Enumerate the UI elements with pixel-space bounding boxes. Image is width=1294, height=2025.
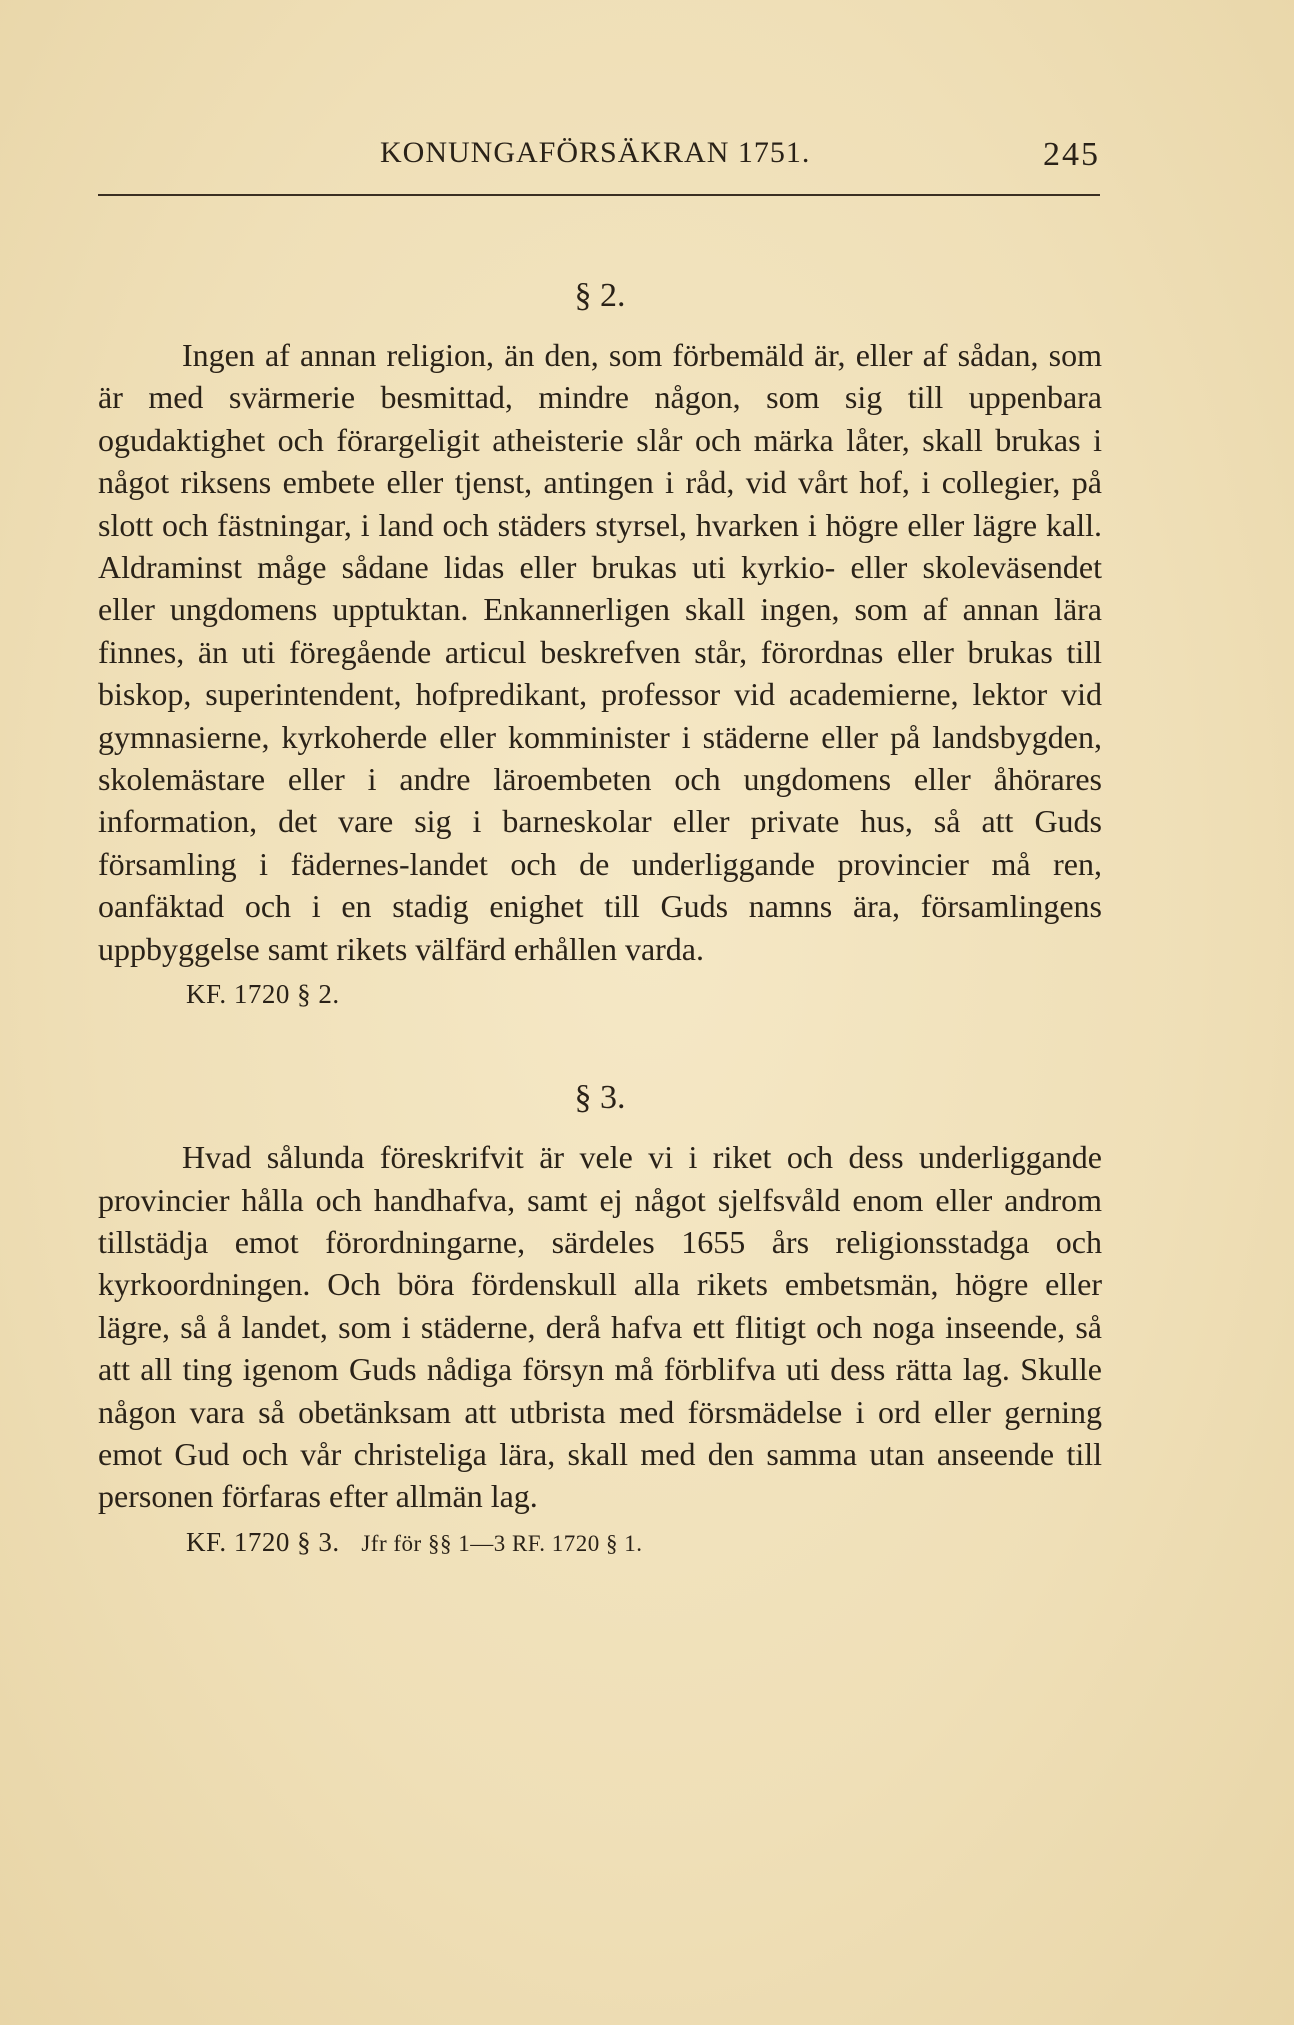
- header-rule: [98, 194, 1100, 196]
- running-title-text: KONUNGAFÖRSÄKRAN: [380, 136, 730, 169]
- section-paragraph: Ingen af annan religion, än den, som förbemäld är, eller af sådan, som är med svärmerie besmittad, mindre någon, som sig till uppenbara ogudaktighet och förargeligit atheisterie slår och märka låter, skall brukas i något riksens embete eller tjenst, antingen i råd, vid vårt hof, i collegier, på slott och fästningar, i land och städers styrsel, hvarken i högre eller lägre kall. Aldraminst måge sådane lidas eller brukas uti kyrkio- eller skoleväsendet eller ungdomens upptuktan. Enkannerligen skall ingen, som af annan lära finnes, än uti föregående articul beskrefven står, förordnas eller brukas till biskop, superintendent, hofpredikant, professor vid academierne, lektor vid gymnasierne, kyrkoherde eller komminister i städerne eller på landsbygden, skolemästare eller i andre läroembeten och ungdomens eller åhörares information, det vare sig i barneskolar eller private hus, så att Guds församling i fädernes-landet och de underliggande provincier må ren, oanfäktad och i en stadig enighet till Guds namns ära, församlingens uppbyggelse samt rikets välfärd erhållen varda.: [98, 337, 1102, 967]
- section-reference: [186, 1522, 1102, 1564]
- running-title-year: 1751.: [737, 136, 811, 169]
- reference-text: KF. 1720 § 2.: [186, 979, 340, 1010]
- running-title: [380, 136, 810, 170]
- reference-text: KF. 1720 § 3.: [186, 1526, 340, 1557]
- section-paragraph: Hvad sålunda föreskrifvit är vele vi i riket och dess underliggande provincier hålla och handhafva, samt ej något sjelfsvåld enom eller androm tillstädja emot förordningarne, särdeles 1655 års religionsstadga och kyrkoordningen. Och böra fördenskull alla rikets embetsmän, högre eller lägre, så å landet, som i städerne, derå hafva ett flitigt och noga inseende, så att all ting igenom Guds nådiga försyn må förblifva uti dess rätta lag. Skulle någon vara så obetänksam att utbrista med försmädelse i ord eller gerning emot Gud och vår christeliga lära, skall med den samma utan anseende till personen förfaras efter allmän lag.: [98, 1139, 1102, 1515]
- running-header: [100, 132, 1100, 182]
- page-number: 245: [1043, 136, 1100, 173]
- section-3: [98, 1078, 1102, 1564]
- reference-extra: Jfr för §§ 1—3 RF. 1720 § 1.: [361, 1530, 643, 1556]
- page-body: [98, 276, 1102, 1564]
- section-2: [98, 276, 1102, 1014]
- section-heading: § 2.: [574, 277, 626, 314]
- section-heading: § 3.: [574, 1079, 626, 1117]
- section-reference: [186, 974, 1102, 1014]
